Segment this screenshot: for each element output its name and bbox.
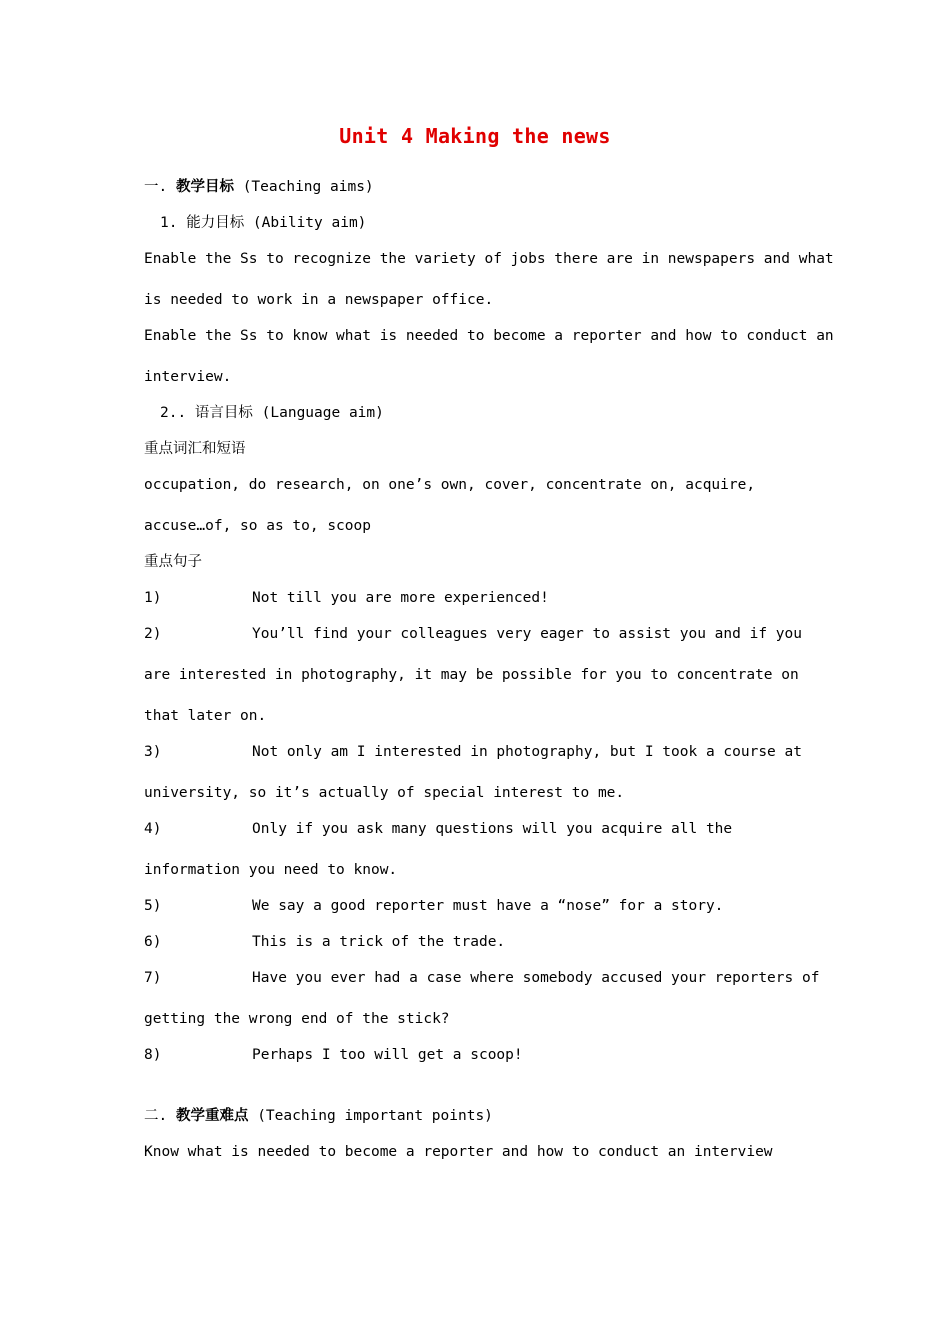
sentence-number: 3) — [144, 744, 162, 760]
sentence-text: Only if you ask many questions will you acquire all the — [252, 821, 733, 837]
ability-line: interview. — [144, 369, 232, 385]
section-heading-important-points — [144, 1106, 493, 1126]
sentence-text: Not till you are more experienced! — [252, 590, 549, 606]
section-prefix: 一. — [144, 179, 168, 195]
sentence-number: 7) — [144, 970, 162, 986]
sentence-text: Perhaps I too will get a scoop! — [252, 1047, 523, 1063]
sentence-continuation: information you need to know. — [144, 862, 398, 878]
section-heading-cn: 教学重难点 — [175, 1108, 249, 1124]
sentence-heading: 重点句子 — [144, 554, 202, 570]
sentence-text: You’ll find your colleagues very eager to assist you and if you — [252, 626, 802, 642]
sentence-text: This is a trick of the trade. — [252, 934, 506, 950]
important-points-body: Know what is needed to become a reporter and how to conduct an interview — [144, 1144, 773, 1160]
sentence-number: 6) — [144, 934, 162, 950]
section-heading-teaching-aims — [144, 177, 374, 197]
sentence-text: We say a good reporter must have a “nose” for a story. — [252, 898, 724, 914]
sentence-text: Have you ever had a case where somebody accused your reporters of — [252, 970, 820, 986]
sentence-continuation: university, so it’s actually of special interest to me. — [144, 785, 625, 801]
subheading-language-aim: 2.. 语言目标 (Language aim) — [160, 405, 384, 421]
sentence-number: 2) — [144, 626, 162, 642]
subheading-ability-aim: 1. 能力目标 (Ability aim) — [160, 215, 367, 231]
sentence-number: 5) — [144, 898, 162, 914]
ability-line: Enable the Ss to know what is needed to become a reporter and how to conduct an — [144, 328, 834, 344]
sentence-continuation: that later on. — [144, 708, 267, 724]
section-prefix: 二. — [144, 1108, 168, 1124]
section-heading-en: (Teaching aims) — [242, 179, 374, 195]
vocab-line: occupation, do research, on one’s own, cover, concentrate on, acquire, — [144, 477, 756, 493]
ability-line: is needed to work in a newspaper office. — [144, 292, 494, 308]
sentence-number: 4) — [144, 821, 162, 837]
section-heading-cn: 教学目标 — [175, 179, 234, 195]
ability-line: Enable the Ss to recognize the variety of jobs there are in newspapers and what — [144, 251, 834, 267]
vocab-line: accuse…of, so as to, scoop — [144, 518, 371, 534]
sentence-number: 1) — [144, 590, 162, 606]
sentence-continuation: are interested in photography, it may be possible for you to concentrate on — [144, 667, 799, 683]
section-heading-en: (Teaching important points) — [257, 1108, 493, 1124]
vocab-heading: 重点词汇和短语 — [144, 441, 246, 457]
page-title: Unit 4 Making the news — [339, 124, 611, 148]
sentence-number: 8) — [144, 1047, 162, 1063]
sentence-text: Not only am I interested in photography, but I took a course at — [252, 744, 802, 760]
sentence-continuation: getting the wrong end of the stick? — [144, 1011, 450, 1027]
